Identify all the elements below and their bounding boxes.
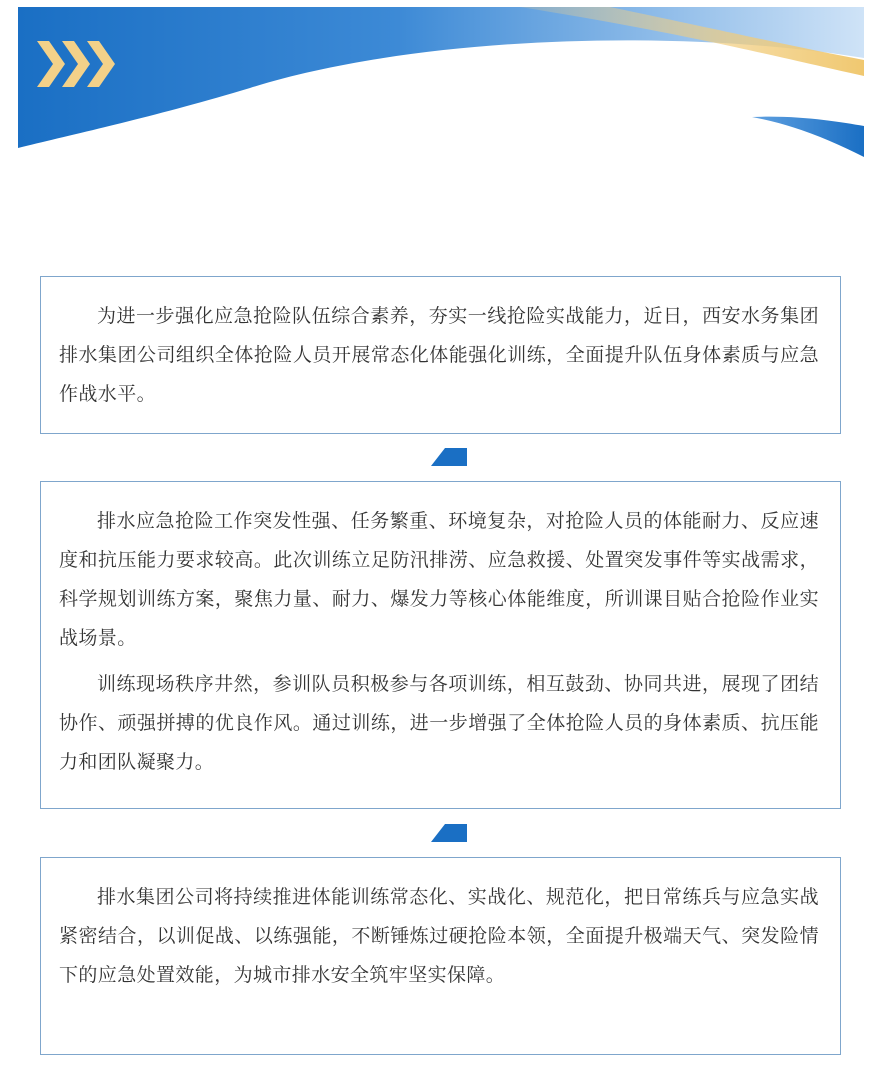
paragraph-training-scene: 训练现场秩序井然，参训队员积极参与各项训练，相互鼓劲、协同共进，展现了团结协作、顽强拼搏的优良作风。通过训练，进一步增强了全体抢险人员的身体素质、抗压能力和团队凝聚力。	[59, 673, 819, 773]
article-section-2	[40, 481, 841, 809]
section-divider-icon	[431, 824, 467, 842]
banner-tail-swoosh	[752, 117, 864, 157]
paragraph-intro: 为进一步强化应急抢险队伍综合素养，夯实一线抢险实战能力，近日，西安水务集团排水集团公司组织全体抢险人员开展常态化体能强化训练，全面提升队伍身体素质与应急作战水平。	[59, 305, 819, 405]
paragraph-conclusion: 排水集团公司将持续推进体能训练常态化、实战化、规范化，把日常练兵与应急实战紧密结合，以训促战、以练强能，不断锤炼过硬抢险本领，全面提升极端天气、突发险情下的应急处置效能，为城市排水安全筑牢坚实保障。	[59, 886, 819, 986]
header-banner	[0, 0, 894, 200]
article-section-3	[40, 857, 841, 1055]
article-section-1	[40, 276, 841, 434]
section-divider-icon	[431, 448, 467, 466]
paragraph-training-needs: 排水应急抢险工作突发性强、任务繁重、环境复杂，对抢险人员的体能耐力、反应速度和抗压能力要求较高。此次训练立足防汛排涝、应急救援、处置突发事件等实战需求，科学规划训练方案，聚焦力量、耐力、爆发力等核心体能维度，所训课目贴合抢险作业实战场景。	[59, 510, 819, 649]
banner-wave	[18, 7, 864, 148]
